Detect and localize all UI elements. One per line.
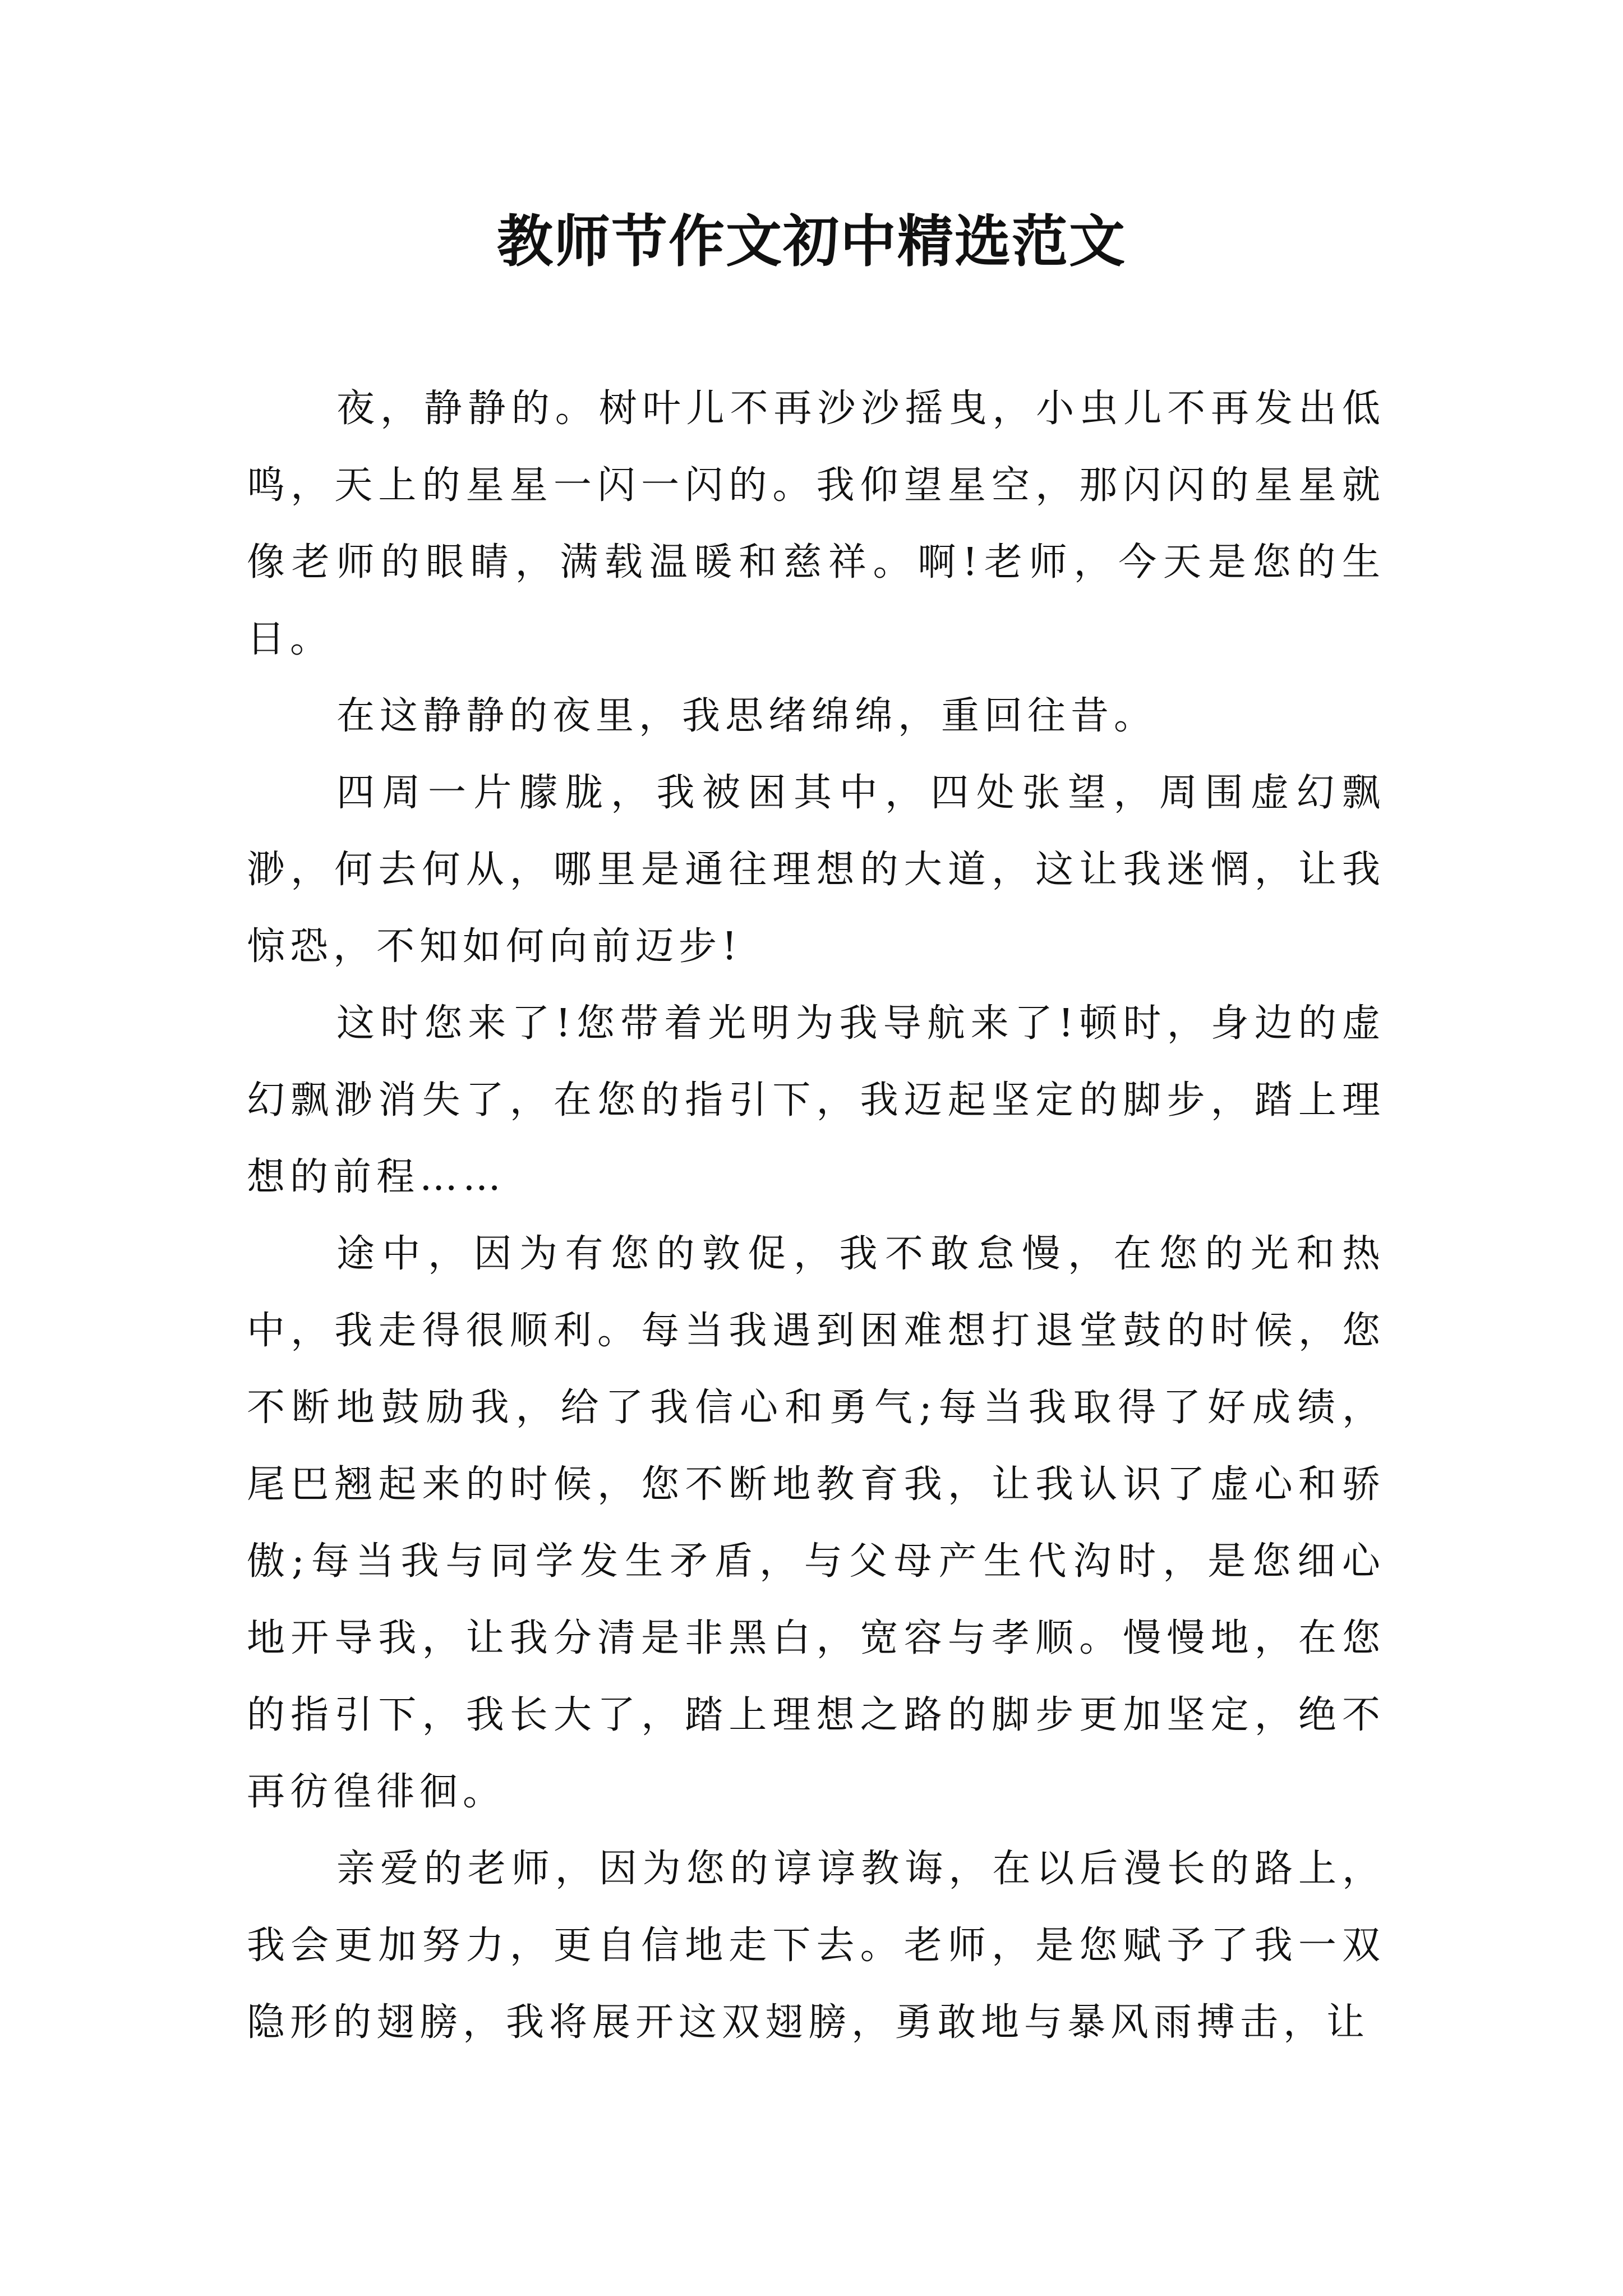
paragraph: 亲爱的老师，因为您的谆谆教诲，在以后漫长的路上，我会更加努力，更自信地走下去。老师，是您赋予了我一双隐形的翅膀，我将展开这双翅膀，勇敢地与暴风雨搏击，让 xyxy=(247,1847,1385,2045)
paragraph: 夜，静静的。树叶儿不再沙沙摇曳，小虫儿不再发出低鸣，天上的星星一闪一闪的。我仰望星空，那闪闪的星星就像老师的眼睛，满载温暖和慈祥。啊!老师，今天是您的生日。 xyxy=(247,386,1385,661)
document-body xyxy=(247,370,1385,2061)
paragraph: 途中，因为有您的敦促，我不敢怠慢，在您的光和热中，我走得很顺利。每当我遇到困难想打退堂鼓的时候，您不断地鼓励我，给了我信心和勇气;每当我取得了好成绩，尾巴翘起来的时候，您不断地教育我，让我认识了虚心和骄傲;每当我与同学发生矛盾，与父母产生代沟时，是您细心地开导我，让我分清是非黑白，宽容与孝顺。慢慢地，在您的指引下，我长大了，踏上理想之路的脚步更加坚定，绝不再彷徨徘徊。 xyxy=(247,1232,1385,1814)
document-title: 教师节作文初中精选范文 xyxy=(497,208,1126,274)
paragraph: 在这静静的夜里，我思绪绵绵，重回往昔。 xyxy=(336,694,1158,738)
paragraph: 四周一片朦胧，我被困其中，四处张望，周围虚幻飘渺，何去何从，哪里是通往理想的大道，这让我迷惘，让我惊恐，不知如何向前迈步! xyxy=(247,771,1385,969)
paragraph: 这时您来了!您带着光明为我导航来了!顿时，身边的虚幻飘渺消失了，在您的指引下，我迈起坚定的脚步，踏上理想的前程…… xyxy=(247,1001,1385,1199)
